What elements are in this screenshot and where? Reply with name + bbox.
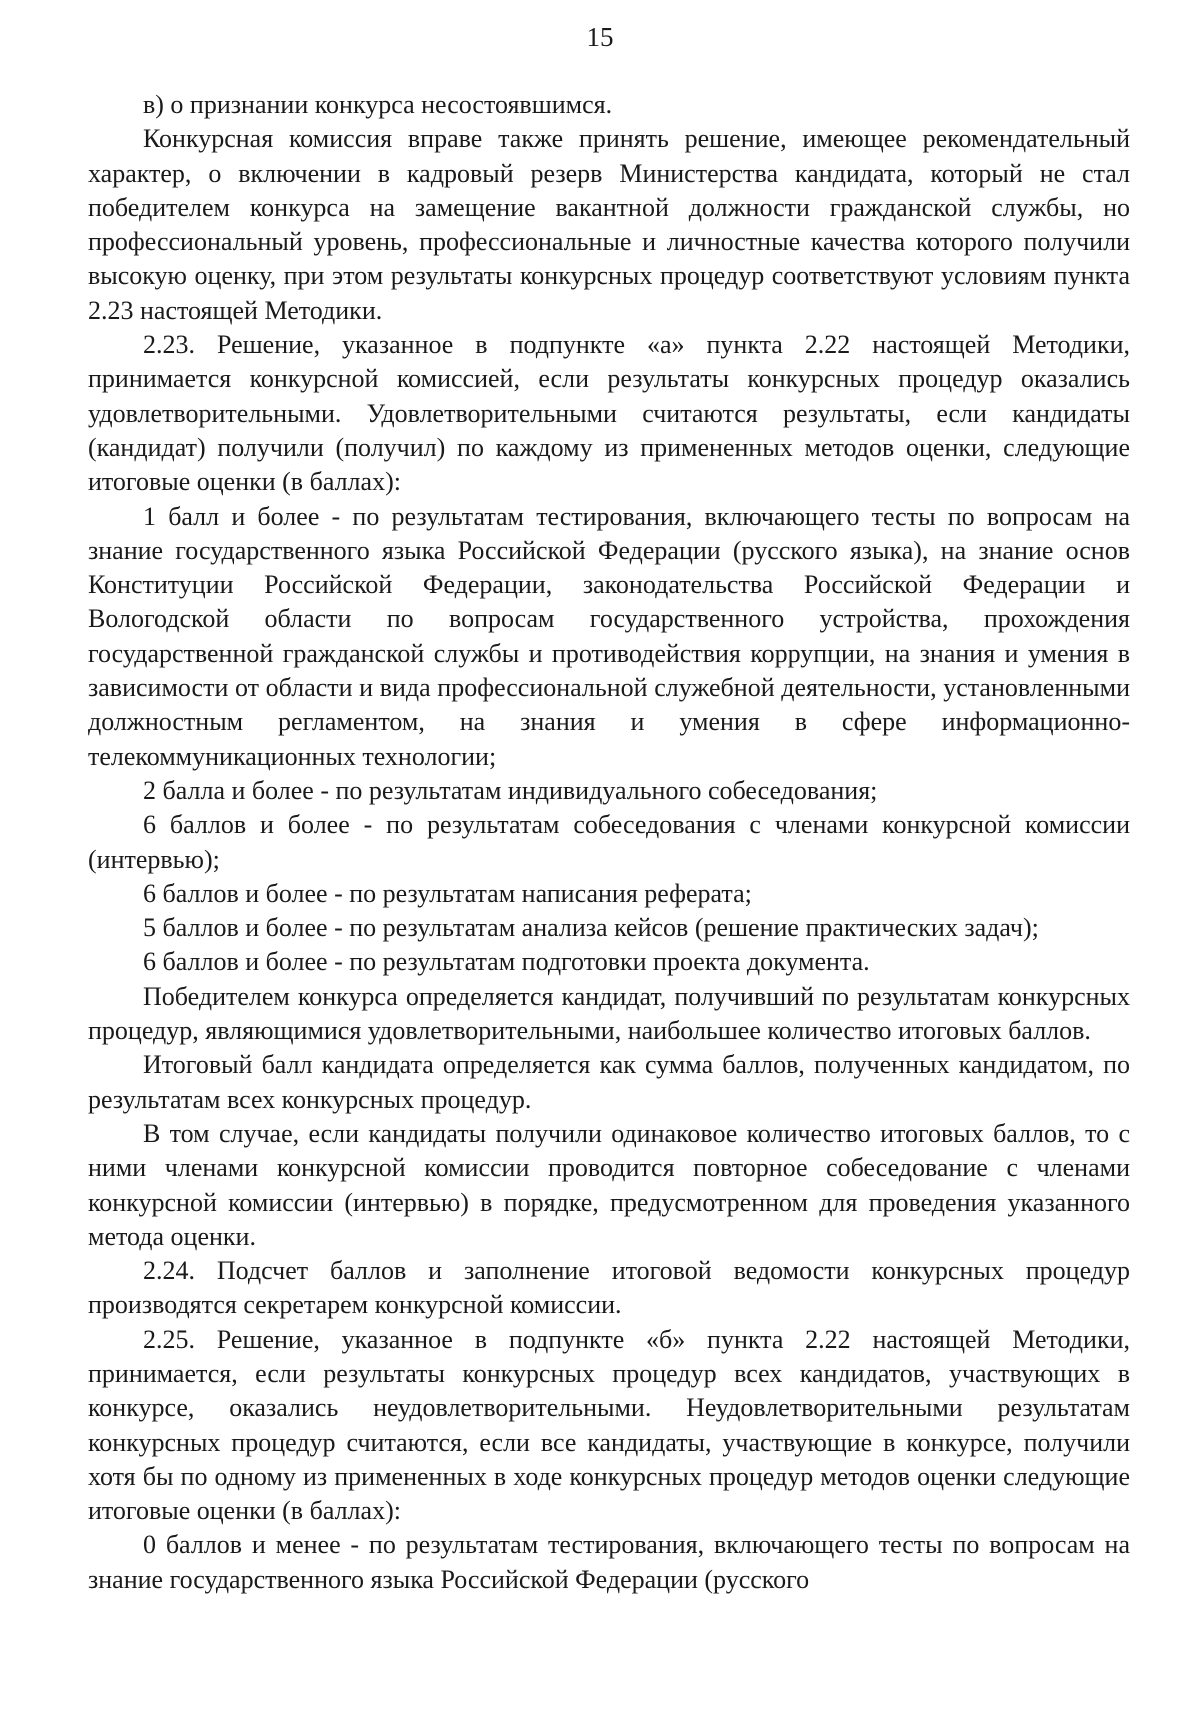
paragraph-reserve: Конкурсная комиссия вправе также принять решение, имеющее рекомендательный характер, о включении в кадровый резерв Министерства кандидата, который не стал победителем конкурса на замещение вакантной должности гражданской службы, но профессиональный уровень, профессиональные и личностные качества которого получили высокую оценку, при этом результаты конкурсных процедур соответствуют условиям пункта 2.23 настоящей Методики. bbox=[88, 124, 1130, 325]
paragraph-2-23: 2.23. Решение, указанное в подпункте «а» пункта 2.22 настоящей Методики, принимается конкурсной комиссией, если результаты конкурсных процедур оказались удовлетворительными. Удовлетворительными считаются результаты, если кандидаты (кандидат) получили (получил) по каждому из примененных методов оценки, следующие итоговые оценки (в баллах): bbox=[88, 330, 1130, 497]
document-body bbox=[88, 88, 1130, 1597]
paragraph-winner: Победителем конкурса определяется кандидат, получивший по результатам конкурсных процедур, являющимися удовлетворительными, наибольшее количество итоговых баллов. bbox=[88, 981, 1130, 1046]
paragraph-2-25: 2.25. Решение, указанное в подпункте «б» пункта 2.22 настоящей Методики, принимается, если результаты конкурсных процедур всех кандидатов, участвующих в конкурсе, оказались неудовлетворительными. Неудовлетворительными результатам конкурсных процедур считаются, если все кандидаты, участвующие в конкурсе, получили хотя бы по одному из примененных в ходе конкурсных процедур методов оценки следующие итоговые оценки (в баллах): bbox=[88, 1324, 1130, 1526]
paragraph-commission-interview-score: 6 баллов и более - по результатам собеседования с членами конкурсной комиссии (интервью); bbox=[88, 810, 1130, 874]
paragraph-individual-interview-score: 2 балла и более - по результатам индивидуального собеседования; bbox=[143, 775, 878, 805]
page-number: 15 bbox=[586, 22, 614, 52]
paragraph-testing-score: 1 балл и более - по результатам тестирования, включающего тесты по вопросам на знание государственного языка Российской Федерации (русского языка), на знание основ Конституции Российской Федерации, законодательства Российской Федерации и Вологодской области по вопросам государственного устройства, прохождения государственной гражданской службы и противодействия коррупции, на знания и умения в зависимости от области и вида профессиональной служебной деятельности, установленными должностным регламентом, на знания и умения в сфере информационно-телекоммуникационных технологии; bbox=[88, 501, 1130, 771]
paragraph-document-draft-score: 6 баллов и более - по результатам подготовки проекта документа. bbox=[143, 947, 870, 977]
paragraph-tie: В том случае, если кандидаты получили одинаковое количество итоговых баллов, то с ними членами конкурсной комиссии проводится повторное собеседование с членами конкурсной комиссии (интервью) в порядке, предусмотренном для проведения указанного метода оценки. bbox=[88, 1118, 1130, 1251]
paragraph-cases-score: 5 баллов и более - по результатам анализа кейсов (решение практических задач); bbox=[143, 913, 1039, 943]
paragraph-2-24: 2.24. Подсчет баллов и заполнение итоговой ведомости конкурсных процедур производятся секретарем конкурсной комиссии. bbox=[88, 1256, 1130, 1320]
paragraph-total-score: Итоговый балл кандидата определяется как сумма баллов, полученных кандидатом, по результатам всех конкурсных процедур. bbox=[88, 1050, 1130, 1114]
paragraph-zero-score: 0 баллов и менее - по результатам тестирования, включающего тесты по вопросам на знание государственного языка Российской Федерации (русского bbox=[88, 1530, 1130, 1594]
paragraph-essay-score: 6 баллов и более - по результатам написания реферата; bbox=[143, 878, 752, 908]
paragraph-item-v: в) о признании конкурса несостоявшимся. bbox=[143, 90, 613, 119]
